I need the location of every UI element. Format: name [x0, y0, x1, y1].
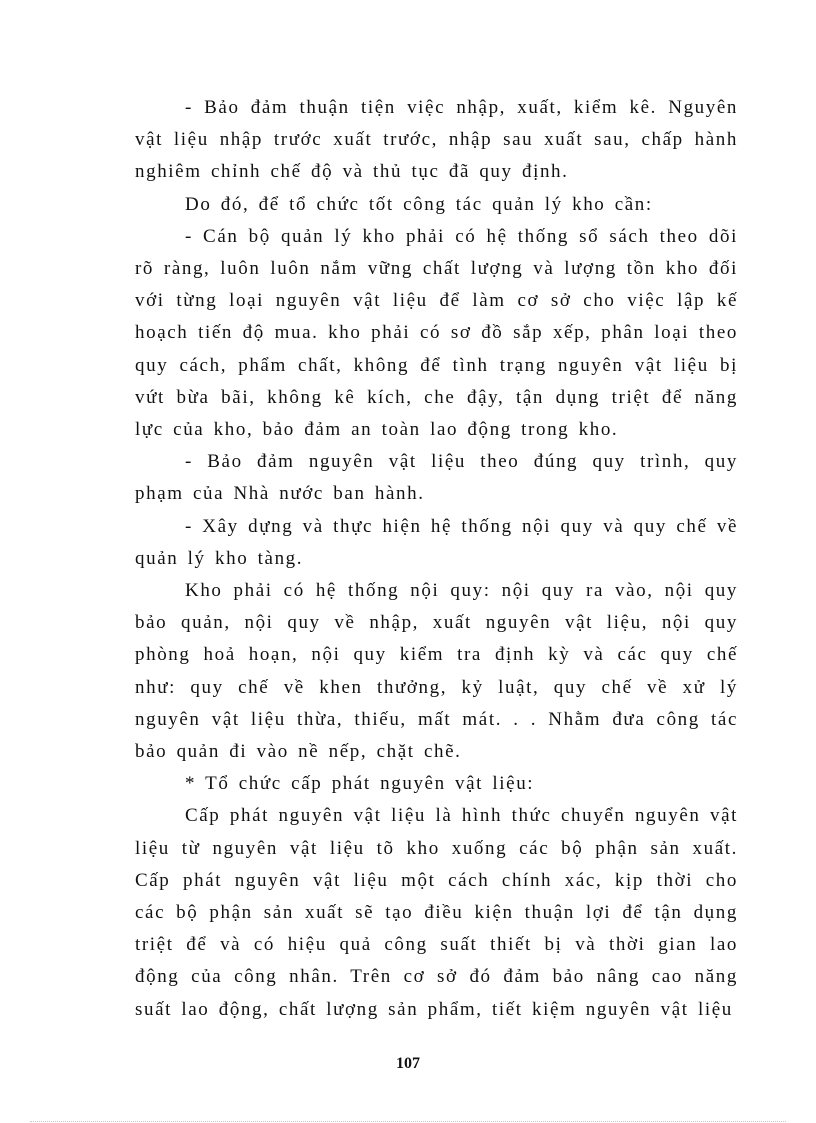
- footer-divider: [30, 1121, 786, 1122]
- paragraph-internal-rules: Kho phải có hệ thống nội quy: nội quy ra vào, nội quy bảo quản, nội quy về nhập, xuất nguyên vật liệu, nội quy phòng hoả hoạn, nội quy kiểm tra định kỳ và các quy chế như: quy chế về khen thưởng, kỷ luật, quy chế về xử lý nguyên vật liệu thừa, thiếu, mất mát. . . Nhằm đưa công tác bảo quản đi vào nề nếp, chặt chẽ.: [135, 580, 738, 763]
- section-heading-material-issue: * Tổ chức cấp phát nguyên vật liệu:: [185, 773, 535, 795]
- paragraph-material-issue: Cấp phát nguyên vật liệu là hình thức chuyển nguyên vật liệu từ nguyên vật liệu tõ kho xuống các bộ phận sản xuất. Cấp phát nguyên vật liệu một cách chính xác, kịp thời cho các bộ phận sản xuất sẽ tạo điều kiện thuận lợi để tận dụng triệt để và có hiệu quả công suất thiết bị và thời gian lao động của công nhân. Trên cơ sở đó đảm bảo nâng cao năng suất lao động, chất lượng sản phẩm, tiết kiệm nguyên vật liệu: [135, 805, 738, 1020]
- paragraph-procedures: - Bảo đảm nguyên vật liệu theo đúng quy trình, quy phạm của Nhà nước ban hành.: [135, 451, 738, 505]
- paragraph-warehouse-records: - Cán bộ quản lý kho phải có hệ thống sổ sách theo dõi rõ ràng, luôn luôn nắm vững chất lượng và lượng tồn kho đối với từng loại nguyên vật liệu để làm cơ sở cho việc lập kế hoạch tiến độ mua. kho phải có sơ đồ sắp xếp, phân loại theo quy cách, phẩm chất, không để tình trạng nguyên vật liệu bị vứt bừa bãi, không kê kích, che đậy, tận dụng triệt để năng lực của kho, bảo đảm an toàn lao động trong kho.: [135, 225, 738, 441]
- page-number: 107: [396, 1055, 420, 1072]
- paragraph-regulations: - Xây dựng và thực hiện hệ thống nội quy và quy chế về quản lý kho tàng.: [135, 515, 738, 569]
- paragraph-warehouse-intro: Do đó, để tổ chức tốt công tác quản lý kho cần:: [185, 193, 653, 215]
- paragraph-receipt-issue: - Bảo đảm thuận tiện việc nhập, xuất, kiểm kê. Nguyên vật liệu nhập trước xuất trước, nhập sau xuất sau, chấp hành nghiêm chỉnh chế độ và thủ tục đã quy định.: [135, 97, 738, 183]
- body-text: [135, 92, 738, 1026]
